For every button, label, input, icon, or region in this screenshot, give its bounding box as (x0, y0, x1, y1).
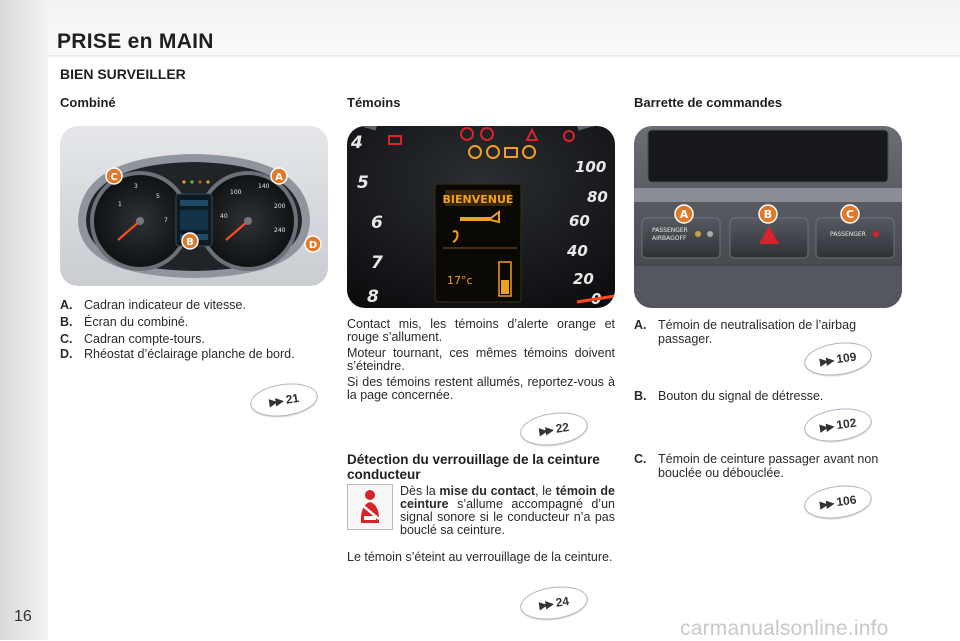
svg-text:200: 200 (274, 203, 286, 210)
rpm-number-8: 8 (367, 287, 379, 307)
item-text: Bouton du signal de détresse. (658, 389, 824, 403)
callout-letter-a-bar: A (679, 208, 689, 221)
rpm-number-6: 6 (371, 213, 383, 233)
speed-number-100: 100 (575, 158, 607, 176)
rpm-number-4: 4 (351, 133, 363, 153)
temoins-paragraph-2: Moteur tournant, ces mêmes témoins doivent s’éteindre. (347, 346, 615, 373)
item-text: Témoin de ceinture passager avant non bouclée ou débouclée. (658, 452, 879, 480)
item-key: C. (60, 332, 73, 346)
fast-forward-icon: ▶▶ (818, 420, 834, 435)
intro-bold-contact: mise du contact (439, 484, 536, 498)
column-title-combine: Combiné (60, 95, 116, 110)
fast-forward-icon: ▶▶ (538, 597, 553, 612)
page-ref-number: 21 (284, 390, 300, 407)
screen-temperature: 17°c (447, 274, 473, 287)
command-bar-photo (634, 126, 902, 308)
item-text: Rhéostat d’éclairage planche de bord. (84, 347, 295, 361)
combine-item-a (60, 298, 328, 312)
svg-text:240: 240 (274, 227, 286, 234)
svg-text:40: 40 (220, 213, 228, 220)
speed-number-80: 80 (587, 188, 608, 206)
temoins-paragraph-3: Si des témoins restent allumés, reportez-vous à la page concernée. (347, 375, 615, 402)
page-ref-number: 109 (835, 349, 858, 367)
item-text: Écran du combiné. (84, 315, 189, 329)
speed-number-40: 40 (567, 242, 588, 260)
fast-forward-icon: ▶▶ (538, 423, 553, 438)
page-ref-number: 106 (835, 492, 858, 510)
watermark: carmanualsonline.info (680, 617, 889, 640)
callout-letter-d: D (308, 240, 318, 251)
intro-text-rest: s’allume accompagné d’un signal sonore si le conducteur n’a pas bouclé sa ceinture. (400, 497, 615, 537)
combine-item-b (60, 315, 328, 329)
item-text: Cadran indicateur de vitesse. (84, 298, 246, 312)
page-ref-number: 22 (554, 419, 570, 436)
barrette-item-c (634, 452, 902, 480)
left-margin-band (0, 0, 48, 640)
seatbelt-warning-icon (347, 484, 393, 530)
page-ref-102[interactable] (802, 404, 874, 445)
svg-text:100: 100 (230, 189, 242, 196)
detection-intro (400, 485, 615, 537)
page-ref-21[interactable] (248, 379, 320, 420)
callout-letter-b: B (186, 237, 194, 248)
fast-forward-icon: ▶▶ (818, 497, 834, 512)
item-key: B. (634, 389, 647, 403)
barrette-item-b (634, 389, 902, 403)
item-key: A. (634, 318, 647, 332)
warning-lights-photo (347, 126, 615, 308)
rpm-number-7: 7 (371, 253, 383, 273)
combine-item-d (60, 347, 328, 361)
section-title: BIEN SURVEILLER (60, 66, 186, 82)
fast-forward-icon: ▶▶ (818, 354, 834, 369)
panel-label-passenger-right: PASSENGER (830, 231, 866, 238)
item-text: Cadran compte-tours. (84, 332, 205, 346)
item-key: C. (634, 452, 647, 466)
fast-forward-icon: ▶▶ (268, 394, 283, 409)
column-title-barrette: Barrette de commandes (634, 95, 783, 110)
intro-bold-temoin: témoin de ceinture (400, 484, 615, 511)
page-number: 16 (14, 608, 32, 625)
svg-text:7: 7 (164, 217, 168, 224)
callout-letter-c-bar: C (845, 208, 855, 221)
svg-text:3: 3 (134, 183, 138, 190)
intro-text-mid: , le (535, 484, 556, 498)
temoins-paragraph-1: Contact mis, les témoins d’alerte orange et rouge s’allument. (347, 317, 615, 344)
detection-outro: Le témoin s’éteint au verrouillage de la ceinture. (347, 550, 613, 564)
page-ref-22[interactable] (518, 408, 590, 449)
callout-letter-b-bar: B (763, 208, 773, 221)
detection-title: Détection du verrouillage de la ceinture conducteur (347, 452, 600, 482)
item-key: D. (60, 347, 73, 361)
speed-number-20: 20 (573, 270, 594, 288)
panel-label-airbag-off: AIRBAGOFF (652, 235, 687, 242)
intro-text: Dès la (400, 484, 440, 498)
speed-number-60: 60 (569, 212, 590, 230)
panel-label-passenger-left: PASSENGER (652, 227, 688, 234)
item-key: A. (60, 298, 73, 312)
page-ref-number: 24 (554, 593, 570, 610)
cluster-photo (60, 126, 328, 286)
callout-letter-c: C (110, 172, 118, 183)
page-title: PRISE en MAIN (57, 30, 214, 53)
barrette-item-a (634, 318, 902, 346)
page-ref-24[interactable] (518, 582, 590, 623)
screen-welcome-text: BIENVENUE (442, 193, 514, 206)
combine-item-c (60, 332, 328, 346)
item-text: Témoin de neutralisation de l’airbag passager. (658, 318, 857, 346)
svg-text:140: 140 (258, 183, 270, 190)
page-ref-106[interactable] (802, 481, 874, 522)
callout-letter-a: A (275, 172, 283, 183)
rpm-number-5: 5 (357, 173, 369, 193)
column-title-temoins: Témoins (347, 95, 401, 110)
svg-text:5: 5 (156, 193, 160, 200)
page-ref-number: 102 (835, 415, 858, 433)
item-key: B. (60, 315, 73, 329)
svg-text:1: 1 (118, 201, 122, 208)
